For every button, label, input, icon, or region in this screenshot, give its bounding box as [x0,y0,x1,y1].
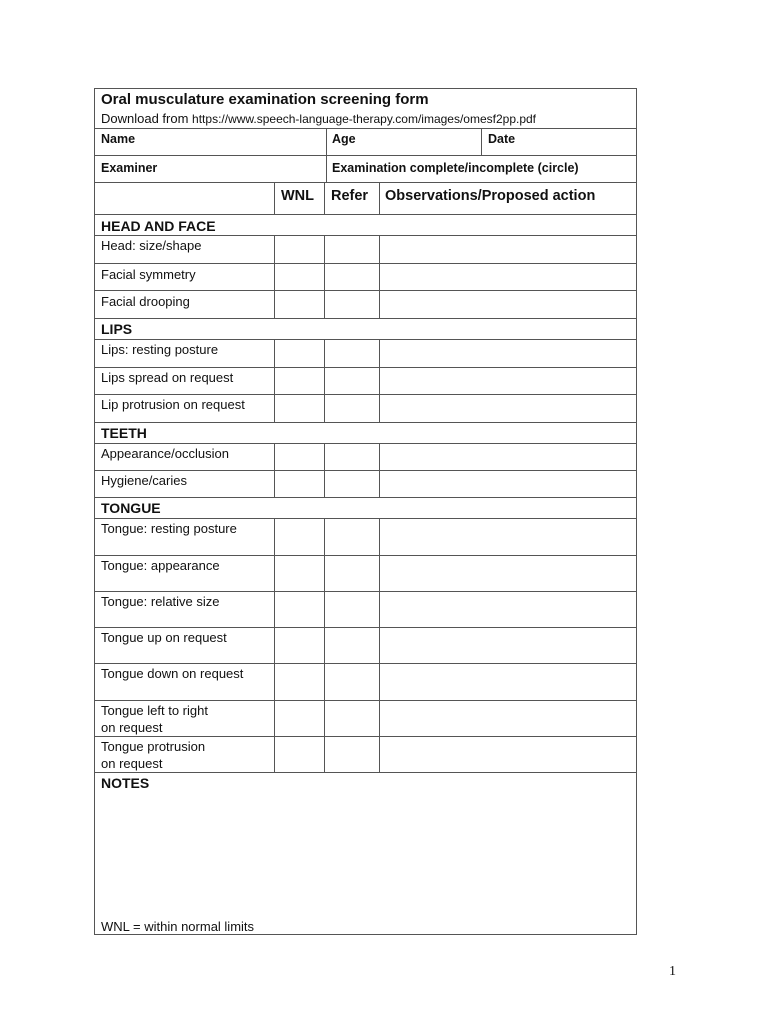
form-title: Oral musculature examination screening form [101,91,429,108]
row-label-line: on request [101,720,163,735]
table-row [95,263,636,290]
examiner-row [95,155,636,182]
row-label: Facial drooping [101,294,190,309]
table-row [95,290,636,318]
row-label-line: Tongue left to right [101,703,208,718]
section-lips [95,318,636,339]
section-tongue [95,497,636,518]
section-title: LIPS [101,321,133,337]
download-link[interactable]: https://www.speech-language-therapy.com/images/omesf2pp.pdf [192,112,537,126]
column-header-row [95,182,636,214]
table-row [95,663,636,700]
download-prefix: Download from [101,111,193,126]
observations-column-header: Observations/Proposed action [385,188,596,204]
row-label: Tongue: resting posture [101,521,237,536]
name-field[interactable]: Name [101,132,136,146]
wnl-column-header: WNL [281,188,315,204]
row-label [101,738,205,772]
name-age-date-row [95,128,636,155]
row-label: Head: size/shape [101,238,202,253]
row-label: Tongue up on request [101,630,227,645]
examiner-field[interactable]: Examiner [101,161,158,175]
section-head-face [95,214,636,235]
oral-musculature-form [94,88,637,935]
row-label: Tongue down on request [101,666,244,681]
row-label [101,702,208,736]
section-title: TONGUE [101,500,161,516]
row-label: Lips: resting posture [101,342,219,357]
form-title-block [95,89,636,128]
section-teeth [95,422,636,443]
footnote: WNL = within normal limits [101,919,255,934]
table-row [95,736,636,772]
row-label: Lips spread on request [101,370,234,385]
table-row [95,700,636,736]
table-row [95,367,636,394]
row-label-line: Tongue protrusion [101,739,206,754]
table-row [95,591,636,627]
table-row [95,627,636,663]
table-row [95,394,636,422]
table-row [95,518,636,555]
notes-title: NOTES [101,775,150,791]
row-label: Tongue: relative size [101,594,220,609]
row-label: Appearance/occlusion [101,446,229,461]
section-title: TEETH [101,425,147,441]
notes-section[interactable] [95,772,636,934]
table-row [95,235,636,263]
exam-status-field[interactable]: Examination complete/incomplete (circle) [332,161,579,175]
download-source [101,111,536,126]
date-field[interactable]: Date [488,132,516,146]
table-row [95,555,636,591]
row-label: Hygiene/caries [101,473,187,488]
age-field[interactable]: Age [332,132,356,146]
row-label-line: on request [101,756,163,771]
row-label: Facial symmetry [101,267,196,282]
refer-column-header: Refer [331,188,369,204]
row-label: Lip protrusion on request [101,397,245,412]
table-row [95,339,636,367]
row-label: Tongue: appearance [101,558,220,573]
section-title: HEAD AND FACE [101,218,216,234]
table-row [95,443,636,470]
table-row [95,470,636,497]
page-number: 1 [669,964,676,979]
